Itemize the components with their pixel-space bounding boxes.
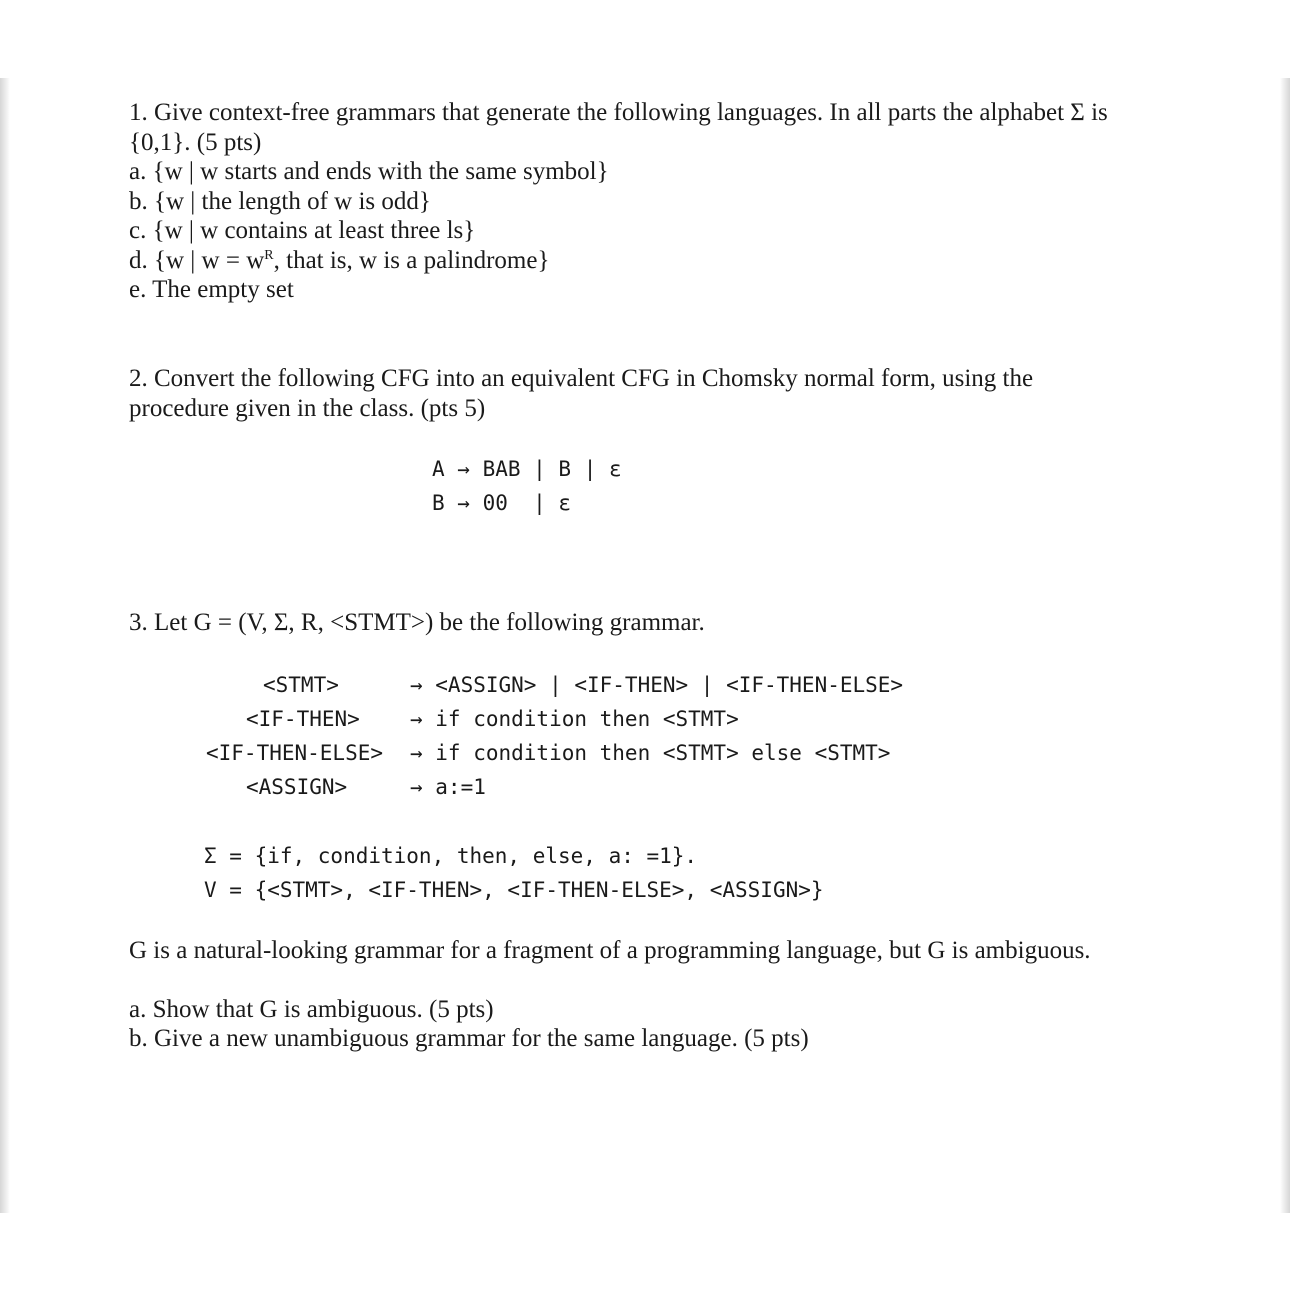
- q1-part-c: c. {w | w contains at least three ls}: [129, 217, 476, 244]
- q3-part-b: b. Give a new unambiguous grammar for the same language. (5 pts): [129, 1025, 809, 1052]
- q2-line2: procedure given in the class. (pts 5): [129, 395, 486, 422]
- q3-intro: 3. Let G = (V, Σ, R, <STMT>) be the following grammar.: [129, 609, 705, 636]
- reverse-superscript: R: [264, 248, 274, 263]
- rule-stmt-lhs: <STMT>: [263, 673, 339, 697]
- q1-part-b: b. {w | the length of w is odd}: [129, 188, 431, 215]
- rule-if-then-else-rhs: → if condition then <STMT> else <STMT>: [410, 741, 891, 765]
- page-edge-left: [0, 78, 10, 1213]
- q1-line2: {0,1}. (5 pts): [129, 129, 262, 156]
- variables-definition: V = {<STMT>, <IF-THEN>, <IF-THEN-ELSE>, <ASSIGN>}: [204, 878, 824, 902]
- rule-assign-lhs: <ASSIGN>: [246, 775, 348, 799]
- rule-stmt-rhs: → <ASSIGN> | <IF-THEN> | <IF-THEN-ELSE>: [410, 673, 904, 697]
- q1-line1: 1. Give context-free grammars that generate the following languages. In all parts the alphabet Σ is: [129, 99, 1108, 126]
- q1-part-d: [129, 246, 549, 276]
- q1-part-d-text: d. {w | w = w: [129, 247, 265, 274]
- page-edge-right: [1280, 78, 1290, 1213]
- q1-part-d-rest: , that is, w is a palindrome}: [273, 247, 550, 274]
- q1-part-e: e. The empty set: [129, 276, 294, 303]
- q2-rule-a: A → BAB | B | ε: [432, 457, 622, 481]
- rule-if-then-else-lhs: <IF-THEN-ELSE>: [206, 741, 384, 765]
- q2-rule-b: B → 00 | ε: [432, 491, 572, 515]
- q1-part-a: a. {w | w starts and ends with the same symbol}: [129, 158, 609, 185]
- rule-if-then-rhs: → if condition then <STMT>: [410, 707, 739, 731]
- q3-part-a: a. Show that G is ambiguous. (5 pts): [129, 996, 494, 1023]
- q2-line1: 2. Convert the following CFG into an equivalent CFG in Chomsky normal form, using the: [129, 365, 1034, 392]
- sigma-definition: Σ = {if, condition, then, else, a: =1}.: [204, 844, 698, 868]
- q3-ambiguity-note: G is a natural-looking grammar for a fragment of a programming language, but G is ambiguous.: [129, 937, 1091, 964]
- rule-assign-rhs: → a:=1: [410, 775, 486, 799]
- rule-if-then-lhs: <IF-THEN>: [246, 707, 360, 731]
- document-page: [0, 78, 1290, 1213]
